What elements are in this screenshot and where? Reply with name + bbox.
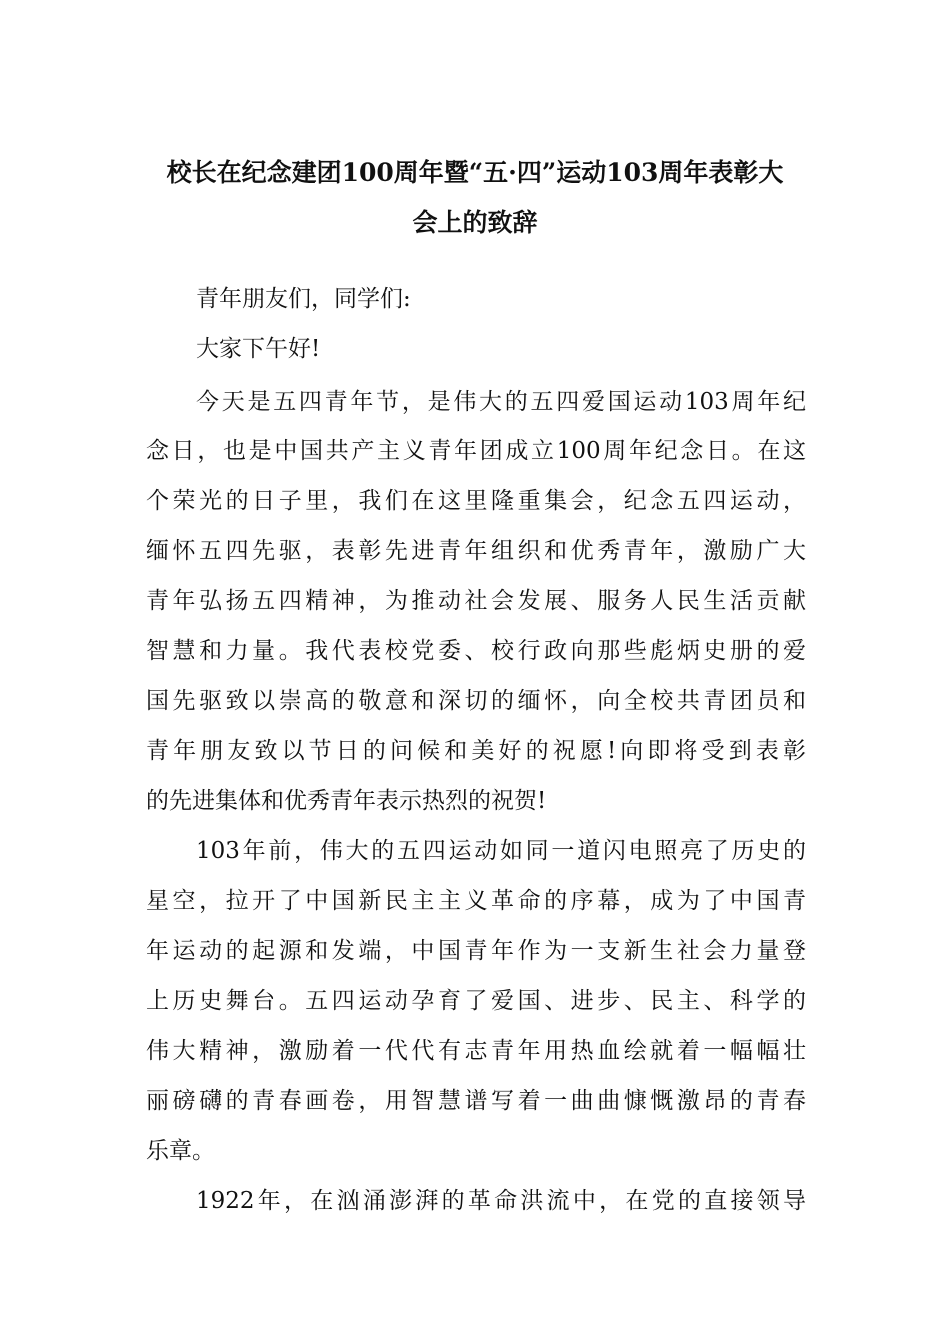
paragraph-line: 上历史舞台。五四运动孕育了爱国、进步、民主、科学的 — [146, 988, 806, 1014]
paragraph-line: 念日，也是中国共产主义青年团成立100周年纪念日。在这 — [146, 438, 806, 464]
paragraph-line: 103年前，伟大的五四运动如同一道闪电照亮了历史的 — [196, 838, 806, 864]
paragraph-line: 伟大精神，激励着一代代有志青年用热血绘就着一幅幅壮 — [146, 1038, 806, 1064]
paragraph-line: 乐章。 — [146, 1138, 215, 1164]
paragraph-line: 青年弘扬五四精神，为推动社会发展、服务人民生活贡献 — [146, 588, 806, 614]
paragraph-line: 智慧和力量。我代表校党委、校行政向那些彪炳史册的爱 — [146, 638, 806, 664]
paragraph-line: 年运动的起源和发端，中国青年作为一支新生社会力量登 — [146, 938, 806, 964]
paragraph-line: 个荣光的日子里，我们在这里隆重集会，纪念五四运动， — [146, 488, 806, 514]
document-title-line-2: 会上的致辞 — [412, 208, 538, 237]
paragraph-line: 青年朋友致以节日的问候和美好的祝愿!向即将受到表彰 — [146, 738, 806, 764]
greeting: 大家下午好! — [196, 336, 321, 362]
paragraph-line: 国先驱致以崇高的敬意和深切的缅怀，向全校共青团员和 — [146, 688, 806, 714]
paragraph-line: 丽磅礴的青春画卷，用智慧谱写着一曲曲慷慨激昂的青春 — [146, 1088, 806, 1114]
paragraph-line: 的先进集体和优秀青年表示热烈的祝贺! — [146, 788, 547, 814]
paragraph-line: 星空，拉开了中国新民主主义革命的序幕，成为了中国青 — [146, 888, 806, 914]
document-title-line-1: 校长在纪念建团100周年暨“五·四”运动103周年表彰大 — [166, 158, 784, 187]
paragraph-line: 缅怀五四先驱，表彰先进青年组织和优秀青年，激励广大 — [146, 538, 806, 564]
salutation: 青年朋友们，同学们: — [196, 286, 411, 312]
paragraph-line: 今天是五四青年节，是伟大的五四爱国运动103周年纪 — [196, 389, 806, 415]
paragraph-line: 1922年，在汹涌澎湃的革命洪流中，在党的直接领导 — [196, 1188, 806, 1214]
